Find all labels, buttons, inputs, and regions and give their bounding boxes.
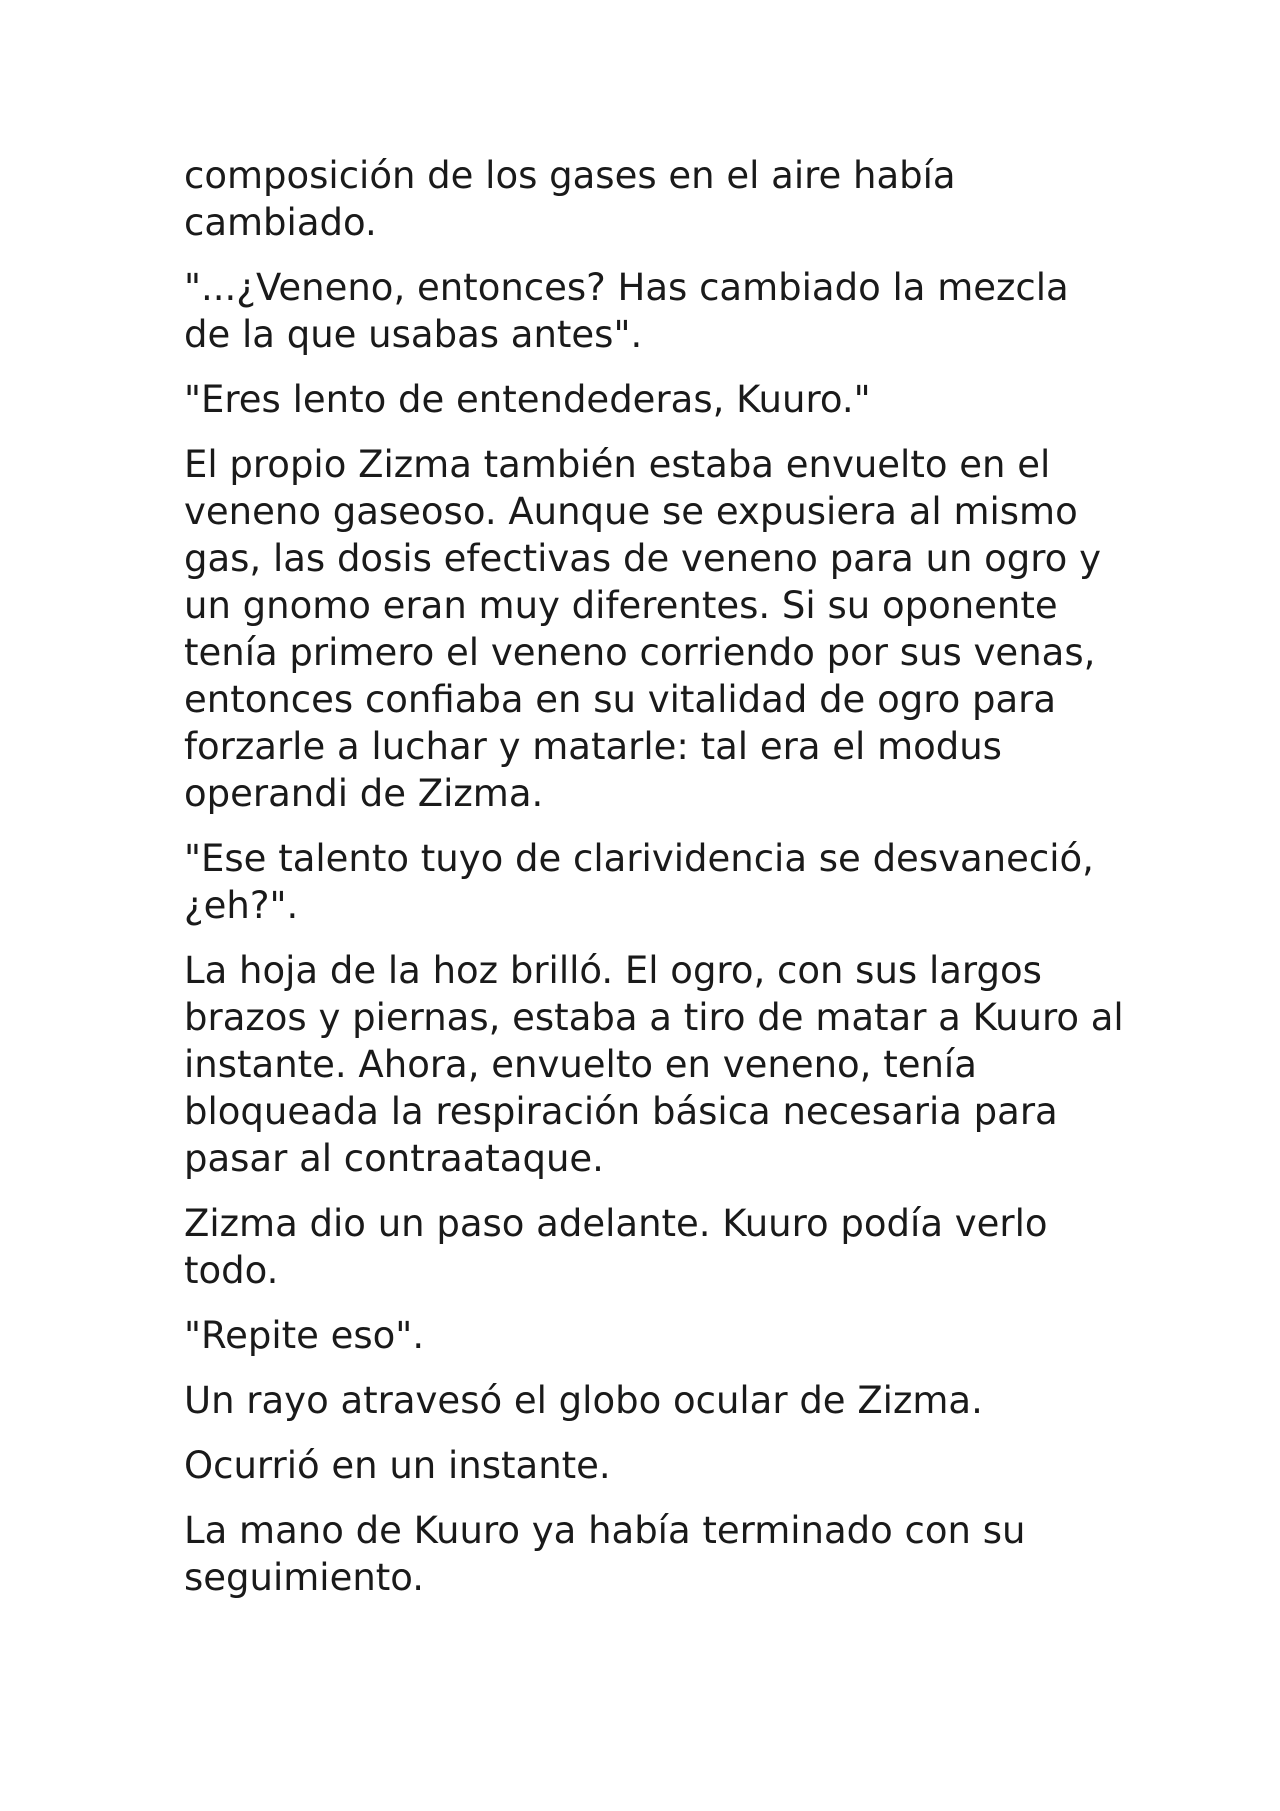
paragraph: La mano de Kuuro ya había terminado con su seguimiento. <box>184 1509 1026 1599</box>
paragraph: "...¿Veneno, entonces? Has cambiado la mezcla de la que usabas antes". <box>184 266 1069 356</box>
paragraph: La hoja de la hoz brilló. El ogro, con sus largos brazos y piernas, estaba a tiro de matar a Kuuro al instante. Ahora, envuelto en veneno, tenía bloqueada la respiración básica necesaria para pasar al contraataque. <box>184 949 1124 1180</box>
paragraph: "Ese talento tuyo de clarividencia se desvaneció, ¿eh?". <box>184 837 1094 927</box>
paragraph: "Repite eso". <box>184 1314 425 1357</box>
paragraph: Ocurrió en un instante. <box>184 1444 611 1487</box>
document-page <box>184 152 1124 1619</box>
paragraph: "Eres lento de entendederas, Kuuro." <box>184 378 871 421</box>
paragraph: composición de los gases en el aire había cambiado. <box>184 154 956 244</box>
paragraph: Zizma dio un paso adelante. Kuuro podía verlo todo. <box>184 1202 1048 1292</box>
paragraph: El propio Zizma también estaba envuelto en el veneno gaseoso. Aunque se expusiera al mismo gas, las dosis efectivas de veneno para un ogro y un gnomo eran muy diferentes. Si su oponente tenía primero el veneno corriendo por sus venas, entonces confiaba en su vitalidad de ogro para forzarle a luchar y matarle: tal era el modus operandi de Zizma. <box>184 443 1101 815</box>
paragraph: Un rayo atravesó el globo ocular de Zizma. <box>184 1379 983 1422</box>
